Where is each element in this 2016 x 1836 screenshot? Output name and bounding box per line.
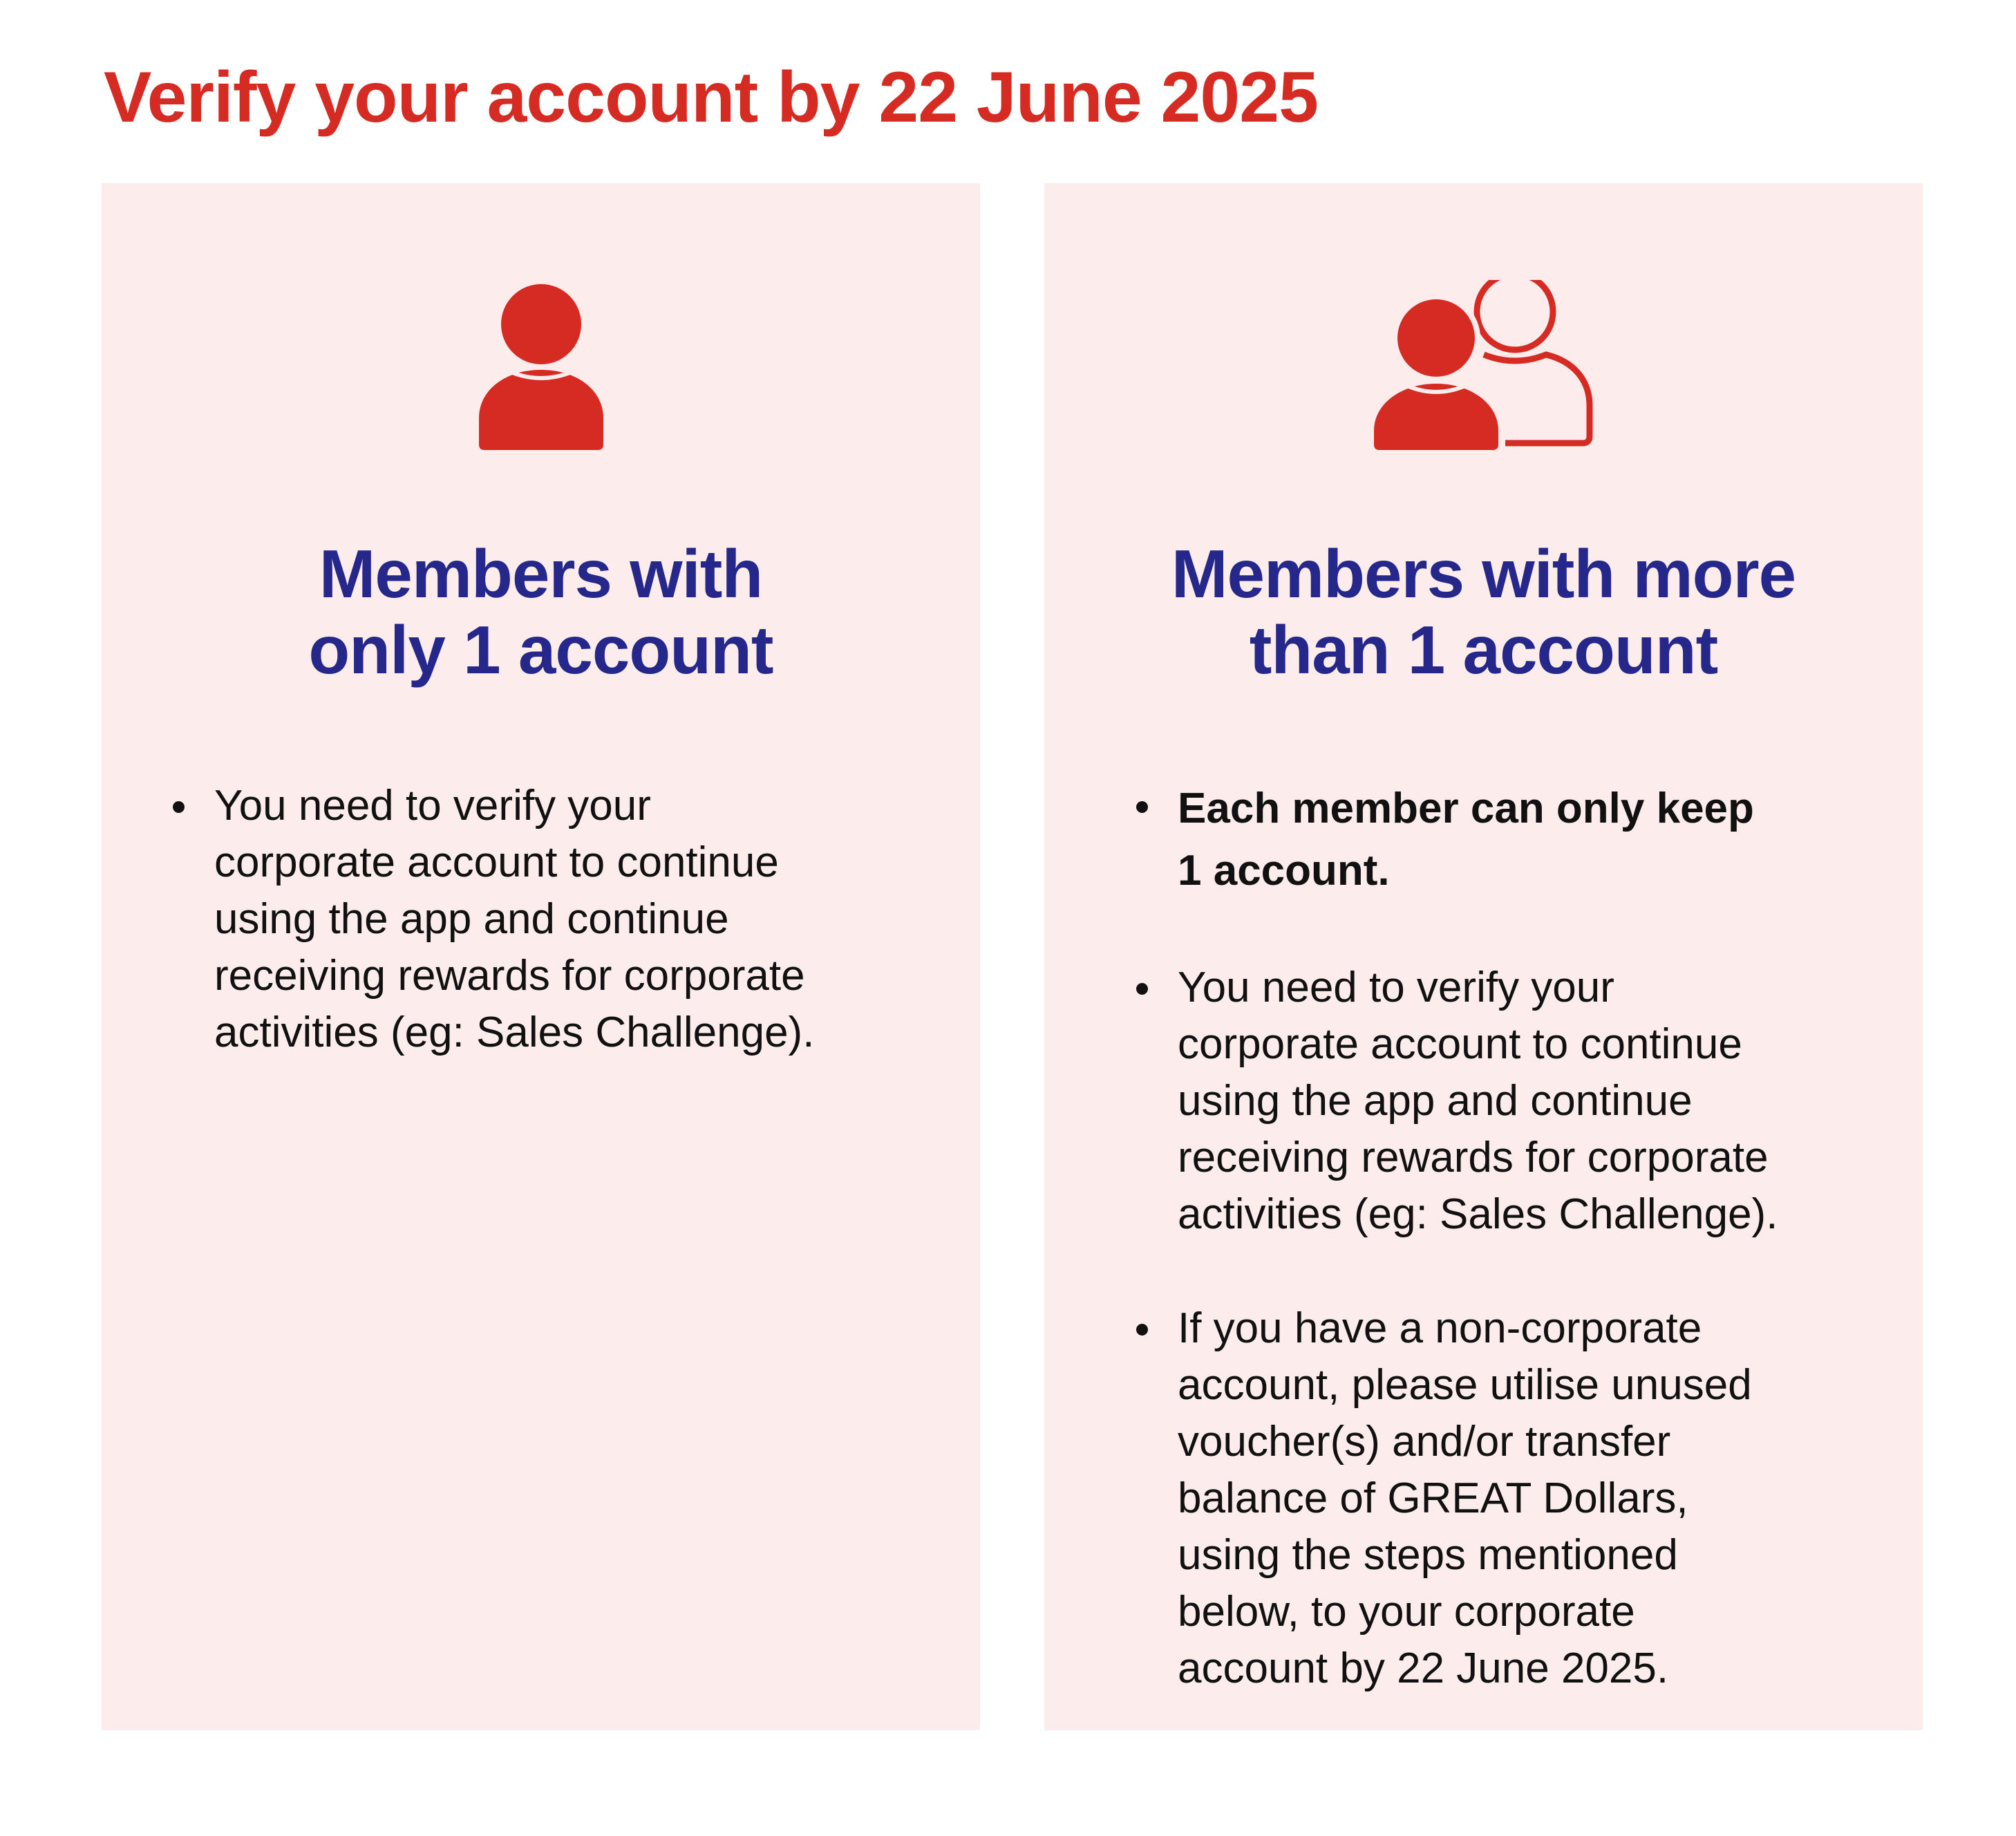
card-title-line: than 1 account: [1249, 612, 1718, 688]
bullet-line: corporate account to continue: [1178, 1020, 1742, 1068]
bullet-line: corporate account to continue: [214, 839, 779, 886]
page-title: Verify your account by 22 June 2025: [104, 57, 1318, 138]
bullet-line: account by 22 June 2025.: [1178, 1645, 1669, 1692]
bullet-list: [173, 778, 980, 1061]
bullet-line: receiving rewards for corporate: [214, 952, 805, 1000]
single-person-icon: [472, 280, 610, 453]
bullet-line: You need to verify your: [214, 782, 651, 830]
bullet-line: using the steps mentioned: [1178, 1531, 1678, 1579]
card-multiple-accounts: [1044, 183, 1923, 1730]
icon-container: [1044, 280, 1923, 453]
bullet-line: You need to verify your: [1178, 964, 1614, 1011]
bullet-item: [1136, 959, 1923, 1243]
card-title: [1072, 536, 1895, 688]
bullet-list: [1136, 778, 1923, 1697]
bullet-item: [173, 778, 980, 1061]
card-title-line: Members with: [319, 536, 763, 612]
bullet-line: 1 account.: [1178, 847, 1390, 894]
card-title: [129, 536, 952, 688]
bullet-line: balance of GREAT Dollars,: [1178, 1474, 1688, 1522]
two-people-icon: [1370, 280, 1598, 453]
card-single-account: [102, 183, 980, 1730]
card-title-line: Members with more: [1171, 536, 1796, 612]
bullet-item: [1136, 1300, 1923, 1697]
bullet-line: Each member can only keep: [1178, 785, 1754, 832]
bullet-line: using the app and continue: [214, 895, 729, 943]
bullet-line: using the app and continue: [1178, 1077, 1693, 1125]
bullet-line: receiving rewards for corporate: [1178, 1134, 1769, 1181]
bullet-line: account, please utilise unused: [1178, 1361, 1752, 1409]
bullet-item: [1136, 778, 1923, 902]
card-title-line: only 1 account: [308, 612, 773, 688]
bullet-line: If you have a non-corporate: [1178, 1304, 1702, 1352]
bullet-line: activities (eg: Sales Challenge).: [214, 1009, 815, 1056]
bullet-line: activities (eg: Sales Challenge).: [1178, 1190, 1778, 1238]
bullet-line: below, to your corporate: [1178, 1588, 1635, 1636]
icon-container: [102, 280, 980, 453]
bullet-line: voucher(s) and/or transfer: [1178, 1418, 1671, 1465]
